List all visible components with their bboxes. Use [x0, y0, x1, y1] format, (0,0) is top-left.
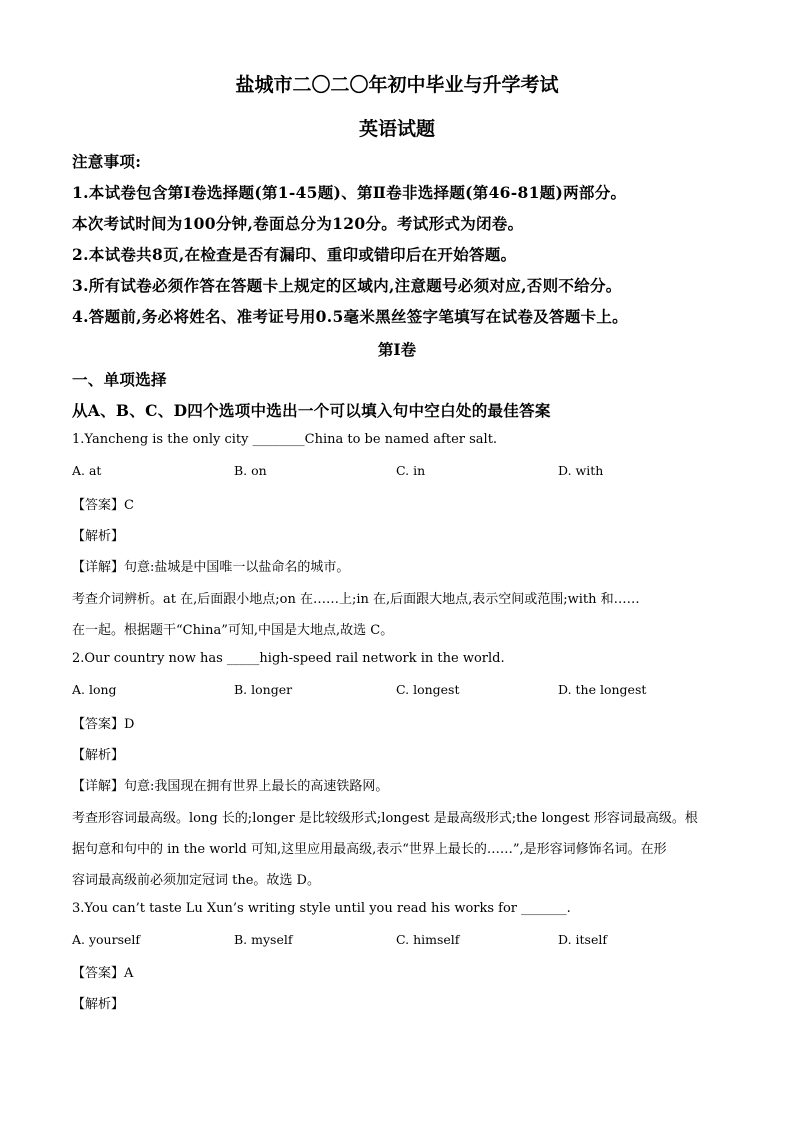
question-3-option-d: D. itself [558, 932, 607, 947]
question-1-analysis-label: 【解析】 [72, 529, 125, 544]
question-2-option-c: C. longest [396, 682, 460, 697]
question-2-detail-4: 容词最高级前必须加定冠词 the。故选 D。 [72, 873, 320, 888]
question-1-detail-2: 考查介词辨析。at 在,后面跟小地点;on 在……上;in 在,后面跟大地点,表示空间或范围;with 和…… [72, 592, 640, 607]
question-2-detail-1: 【详解】句意:我国现在拥有世界上最长的高速铁路网。 [72, 779, 389, 794]
question-1-option-d: D. with [558, 463, 604, 478]
question-1-option-a: A. at [72, 463, 102, 478]
question-3-option-b: B. myself [234, 932, 293, 947]
question-1-stem: 1.Yancheng is the only city ________China to be named after salt. [72, 432, 498, 447]
question-1-detail-1: 【详解】句意:盐城是中国唯一以盐命名的城市。 [72, 560, 350, 575]
question-2-answer: 【答案】D [72, 717, 135, 732]
part-heading: 一、单项选择 [72, 370, 167, 389]
question-1-option-c: C. in [396, 463, 426, 478]
question-1-option-b: B. on [234, 463, 267, 478]
question-1-detail-3: 在一起。根据题干“China”可知,中国是大地点,故选 C。 [72, 623, 394, 638]
question-2-detail-3: 据句意和句中的 in the world 可知,这里应用最高级,表示“世界上最长的……”,是形容词修饰名词。在形 [72, 842, 667, 857]
volume-heading: 第Ⅰ卷 [377, 340, 417, 359]
exam-title: 盐城市二〇二〇年初中毕业与升学考试 [235, 74, 559, 96]
question-2-option-d: D. the longest [558, 682, 647, 697]
question-3-answer: 【答案】A [72, 966, 134, 981]
question-3-stem: 3.You can’t taste Lu Xun’s writing style until you read his works for _______. [72, 901, 571, 916]
section-instruction: 从A、B、C、D四个选项中选出一个可以填入句中空白处的最佳答案 [72, 401, 551, 420]
question-2-analysis-label: 【解析】 [72, 748, 125, 763]
question-2-option-a: A. long [72, 682, 117, 697]
question-2-detail-2: 考查形容词最高级。long 长的;longer 是比较级形式;longest 是最高级形式;the longest 形容词最高级。根 [72, 811, 698, 826]
question-1-answer: 【答案】C [72, 498, 134, 513]
question-2-option-b: B. longer [234, 682, 293, 697]
question-2-stem: 2.Our country now has _____high-speed rail network in the world. [72, 651, 505, 666]
question-3-analysis-label: 【解析】 [72, 997, 125, 1012]
notice-heading: 注意事项: [72, 152, 142, 171]
question-3-option-a: A. yourself [72, 932, 141, 947]
notice-line-1: 1.本试卷包含第Ⅰ卷选择题(第1-45题)、第Ⅱ卷非选择题(第46-81题)两部分。 [72, 183, 627, 202]
notice-line-2: 本次考试时间为100分钟,卷面总分为120分。考试形式为闭卷。 [72, 214, 524, 233]
question-3-option-c: C. himself [396, 932, 460, 947]
notice-line-4: 3.所有试卷必须作答在答题卡上规定的区域内,注意题号必须对应,否则不给分。 [72, 276, 622, 295]
exam-subtitle: 英语试题 [358, 118, 435, 140]
notice-line-3: 2.本试卷共8页,在检查是否有漏印、重印或错印后在开始答题。 [72, 245, 517, 264]
notice-line-5: 4.答题前,务必将姓名、准考证号用0.5毫米黑丝签字笔填写在试卷及答题卡上。 [72, 307, 628, 326]
